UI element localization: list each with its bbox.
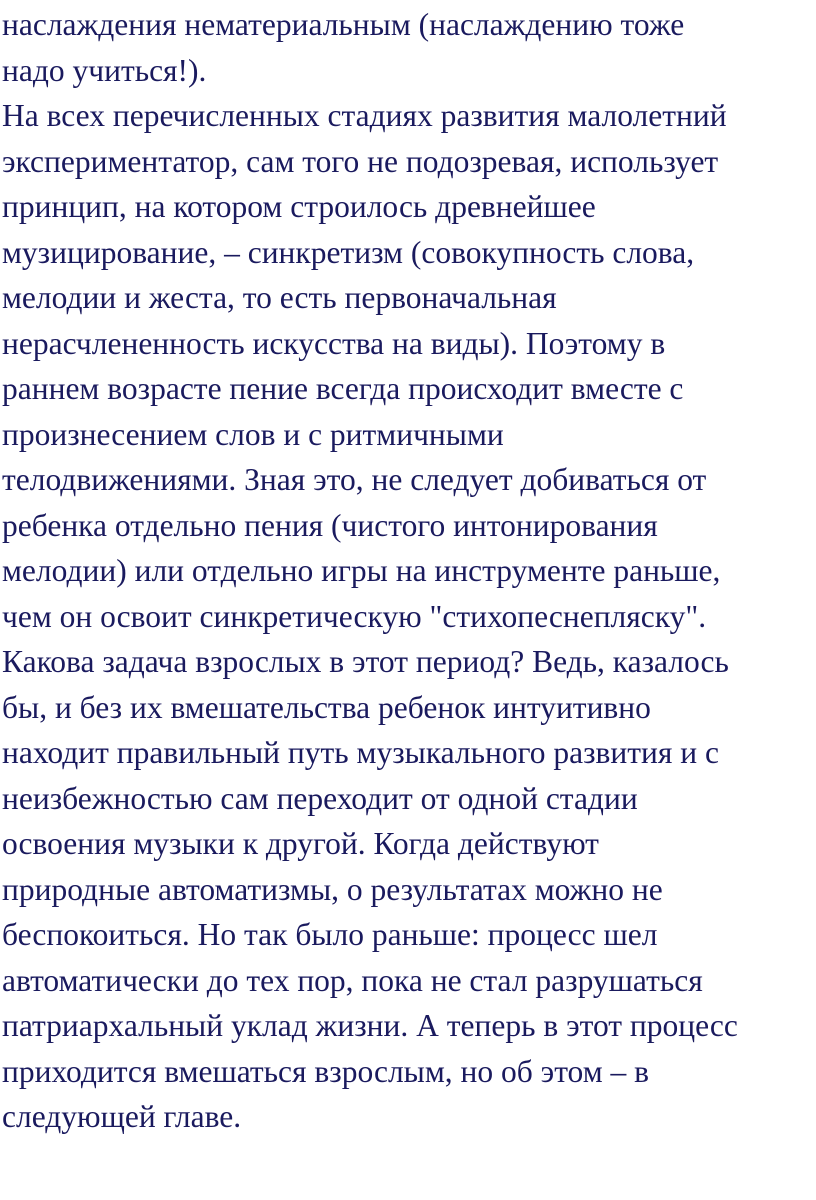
text-line-15: Какова задача взрослых в этот период? Ведь, казалось (2, 644, 729, 679)
text-line-13: мелодии) или отдельно игры на инструменте раньше, (2, 553, 721, 588)
text-line-18: неизбежностью сам переходит от одной стадии (2, 780, 638, 816)
text-line-25: следующей главе. (2, 1099, 242, 1134)
text-line-12: ребенка отдельно пения (чистого интонирования (2, 507, 658, 543)
body-text (2, 2, 814, 1140)
text-line-1: наслаждения нематериальным (наслаждению тоже (2, 7, 685, 42)
text-line-2: надо учиться!). (2, 52, 207, 88)
text-line-5: принцип, на котором строилось древнейшее (2, 189, 596, 224)
text-line-9: раннем возрасте пение всегда происходит вместе с (2, 371, 684, 406)
text-line-20: природные автоматизмы, о результатах можно не (2, 871, 663, 907)
text-line-23: патриархальный уклад жизни. А теперь в этот процесс (2, 1008, 738, 1043)
text-line-7: мелодии и жеста, то есть первоначальная (2, 280, 557, 315)
text-line-4: экспериментатор, сам того не подозревая, использует (2, 143, 719, 179)
text-line-16: бы, и без их вмешательства ребенок интуитивно (2, 689, 651, 725)
text-line-8: нерасчлененность искусства на виды). Поэтому в (2, 325, 666, 361)
text-line-21: беспокоиться. Но так было раньше: процесс шел (2, 917, 658, 952)
text-line-17: находит правильный путь музыкального развития и с (2, 735, 719, 770)
text-line-19: освоения музыки к другой. Когда действуют (2, 826, 599, 861)
text-line-14: чем он освоит синкретическую "стихопеснепляску". (2, 598, 707, 634)
text-line-24: приходится вмешаться взрослым, но об этом – в (2, 1053, 649, 1089)
text-line-11: телодвижениями. Зная это, не следует добиваться от (2, 462, 707, 497)
text-line-22: автоматически до тех пор, пока не стал разрушаться (2, 962, 703, 998)
text-line-10: произнесением слов и с ритмичными (2, 416, 504, 452)
text-line-6: музицирование, – синкретизм (совокупность слова, (2, 234, 695, 270)
text-line-3: На всех перечисленных стадиях развития малолетний (2, 98, 727, 133)
